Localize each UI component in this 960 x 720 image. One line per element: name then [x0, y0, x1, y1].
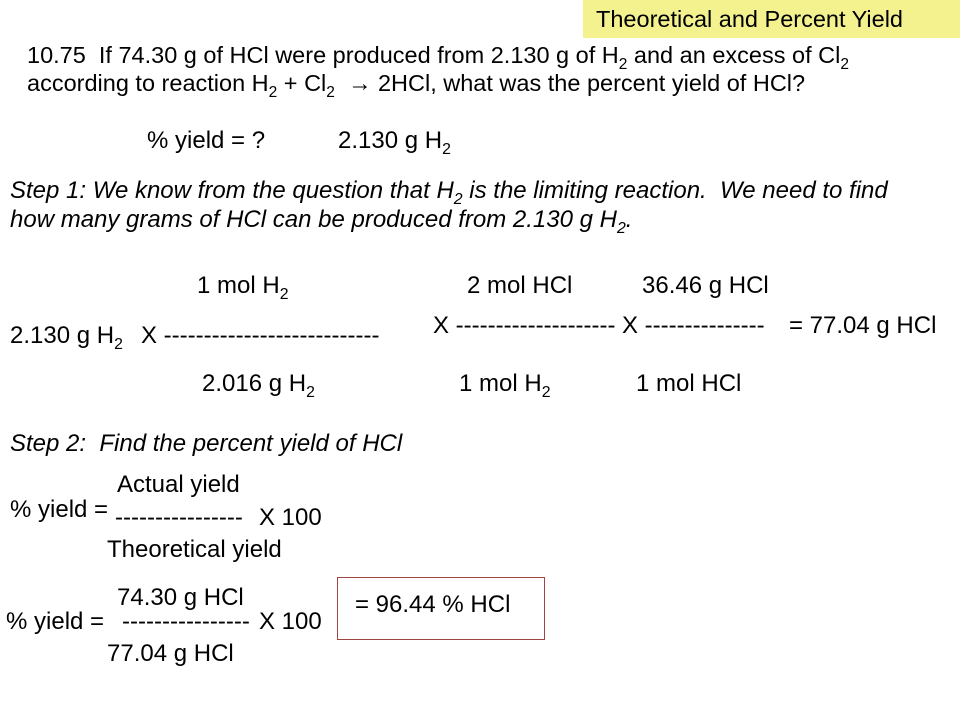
- factor3-denominator: 1 mol HCl: [636, 370, 742, 397]
- problem-text: and an excess of Cl: [627, 42, 841, 68]
- subscript: 2: [442, 141, 451, 159]
- theoretical-yield-result: = 77.04 g HCl: [789, 312, 937, 339]
- factor3-operator: X ---------------: [622, 312, 765, 339]
- subscript: 2: [618, 55, 628, 73]
- percent-yield-answer: = 96.44 % HCl: [355, 591, 511, 618]
- given-mass: [338, 127, 451, 158]
- factor-text: 1 mol H: [197, 272, 280, 299]
- subscript: 2: [279, 286, 289, 304]
- factor-text: 2.016 g H: [202, 370, 307, 397]
- calc-numerator: 74.30 g HCl: [117, 584, 244, 611]
- factor2-operator: X --------------------: [433, 312, 616, 339]
- given-unknown: % yield = ?: [147, 127, 266, 154]
- subscript: 2: [114, 336, 123, 354]
- start-text: 2.130 g H: [10, 322, 115, 349]
- step1-text: is the limiting reaction. We need to find: [462, 177, 888, 204]
- calc-denominator: 77.04 g HCl: [107, 640, 234, 667]
- subscript: 2: [306, 384, 315, 402]
- factor2-denominator: [459, 370, 551, 401]
- factor1-operator: X ---------------------------: [141, 322, 380, 349]
- subscript: 2: [616, 220, 626, 238]
- calc-multiplier: X 100: [259, 608, 322, 635]
- problem-text: 10.75 If 74.30 g of HCl were produced from 2.130 g of H: [27, 42, 619, 68]
- factor-text: 1 mol H: [459, 370, 542, 397]
- factor2-numerator: 2 mol HCl: [467, 272, 573, 299]
- problem-text: according to reaction H: [27, 70, 269, 96]
- subscript: 2: [840, 55, 849, 73]
- factor1-denominator: [202, 370, 315, 401]
- formula-numerator: Actual yield: [117, 471, 240, 498]
- subscript: 2: [326, 83, 335, 101]
- calc-lhs: % yield =: [6, 608, 105, 635]
- factor1-numerator: [197, 272, 289, 303]
- factor3-numerator: 36.46 g HCl: [642, 272, 769, 299]
- calc-fraction-bar: ----------------: [122, 608, 250, 635]
- formula-lhs: % yield =: [10, 496, 109, 523]
- step1-line-1: [10, 177, 888, 208]
- conversion-start: [10, 322, 123, 353]
- step1-text: Step 1: We know from the question that H: [10, 177, 454, 204]
- step1-text: .: [625, 206, 633, 233]
- problem-text: + Cl: [277, 70, 327, 96]
- problem-text: → 2HCl, what was the percent yield of HCl?: [334, 70, 806, 96]
- title-banner: [583, 0, 960, 38]
- step2-heading: Step 2: Find the percent yield of HCl: [10, 430, 403, 457]
- subscript: 2: [541, 384, 551, 402]
- given-mass-text: 2.130 g H: [338, 127, 443, 154]
- slide-title: Theoretical and Percent Yield: [596, 6, 903, 32]
- formula-denominator: Theoretical yield: [107, 536, 282, 563]
- step1-text: how many grams of HCl can be produced from 2.130 g H: [10, 206, 617, 233]
- formula-fraction-bar: ----------------: [115, 504, 243, 531]
- subscript: 2: [268, 83, 278, 101]
- problem-line-2: [27, 69, 805, 101]
- step1-line-2: [10, 206, 632, 237]
- subscript: 2: [453, 191, 463, 209]
- formula-multiplier: X 100: [259, 504, 322, 531]
- answer-box: [337, 577, 545, 640]
